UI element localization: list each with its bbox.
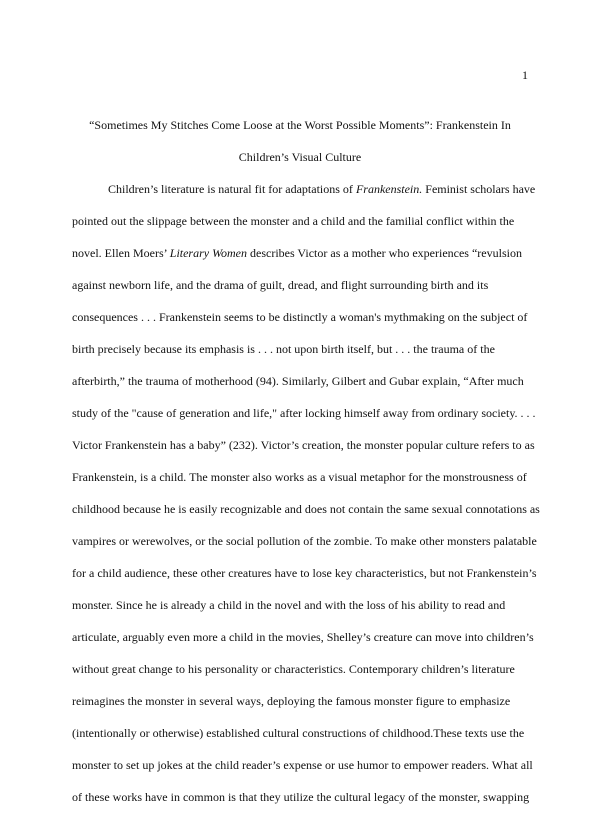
book-title-literary-women: Literary Women [169,246,247,260]
text-line: Victor Frankenstein has a baby” (232). Victor’s creation, the monster popular culture refers to as [72,438,535,452]
text-line: of these works have in common is that they utilize the cultural legacy of the monster, swapping [72,790,530,804]
book-title-frankenstein: Frankenstein. [355,182,423,196]
text-line: reimagines the monster in several ways, deploying the famous monster figure to emphasize [72,694,511,708]
text-line: consequences . . . Frankenstein seems to be distinctly a woman's mythmaking on the subject of [72,310,528,324]
text-line: vampires or werewolves, or the social pollution of the zombie. To make other monsters palatable [72,534,537,548]
document-title [72,109,528,173]
text-line: childhood because he is easily recognizable and does not contain the same sexual connotations as [72,502,540,516]
title-line-2: Children’s Visual Culture [238,150,362,164]
text-line: (intentionally or otherwise) established cultural constructions of childhood.These texts use the [72,726,525,740]
text-line [72,237,528,269]
text-line: monster. Since he is already a child in the novel and with the loss of his ability to read and [72,598,506,612]
title-line-1: “Sometimes My Stitches Come Loose at the Worst Possible Moments”: Frankenstein In [89,118,511,132]
text-line: for a child audience, these other creatures have to lose key characteristics, but not Frankenstein’s [72,566,537,580]
text-line: against newborn life, and the drama of guilt, dread, and flight surrounding birth and its [72,278,489,292]
text-line: pointed out the slippage between the monster and a child and the familial conflict within the [72,214,515,228]
text-line: Frankenstein, is a child. The monster also works as a visual metaphor for the monstrousness of [72,470,527,484]
text-run: novel. Ellen Moers’ [72,246,170,260]
text-run: describes Victor as a mother who experiences “revulsion [247,246,522,260]
text-line [72,173,536,205]
page-number: 1 [522,68,528,82]
text-line: monster to set up jokes at the child reader’s expense or use humor to empower readers. What all [72,758,533,772]
text-line: articulate, arguably even more a child in the movies, Shelley’s creature can move into children’s [72,630,534,644]
text-line: without great change to his personality or characteristics. Contemporary children’s literature [72,662,515,676]
text-line: afterbirth,” the trauma of motherhood (94). Similarly, Gilbert and Gubar explain, “After much [72,374,524,388]
text-run: Children’s literature is natural fit for adaptations of [108,182,356,196]
text-run: Feminist scholars have [422,182,536,196]
text-line: birth precisely because its emphasis is . . . not upon birth itself, but . . . the trauma of the [72,342,495,356]
text-line: study of the "cause of generation and life," after locking himself away from ordinary society. . . . [72,406,536,420]
body-paragraph [72,173,540,813]
